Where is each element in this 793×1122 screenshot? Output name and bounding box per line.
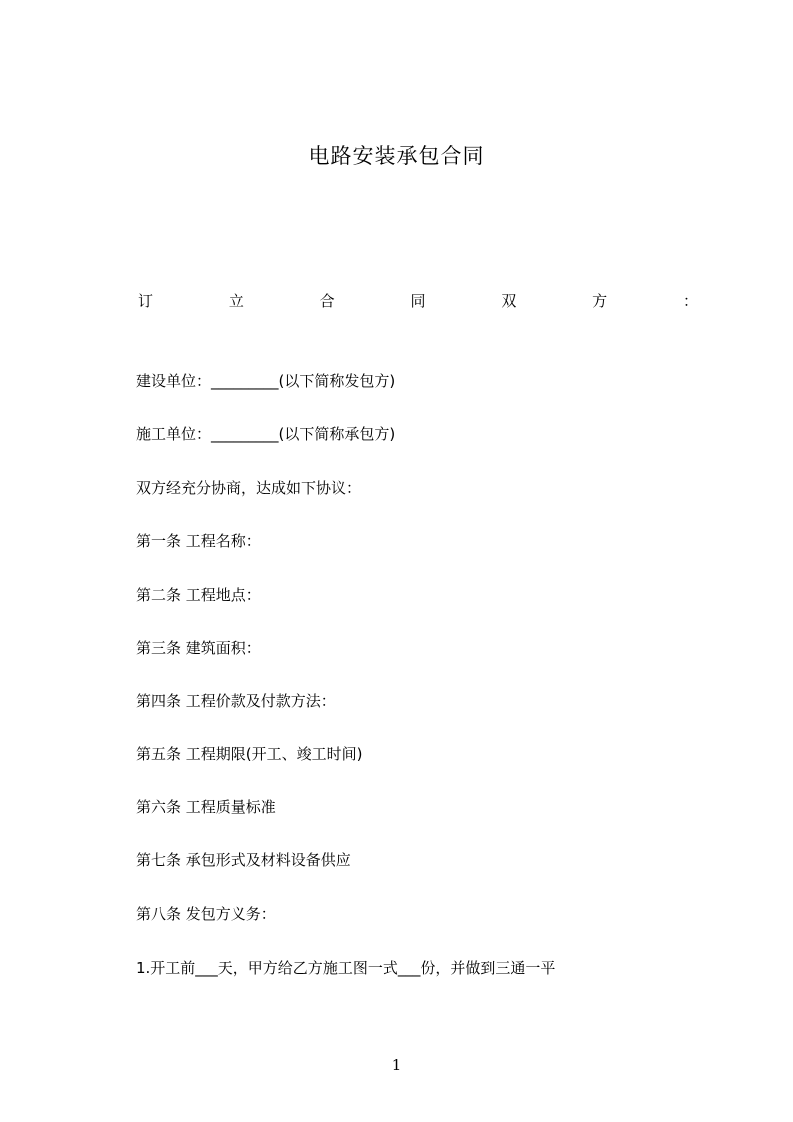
parties-heading [138, 290, 698, 312]
parties-heading-char: 同 [410, 292, 426, 310]
page-number: 1 [391, 1056, 402, 1074]
parties-heading-char: 方 [592, 292, 608, 310]
parties-heading-char: 立 [228, 292, 244, 310]
parties-heading-char: 合 [319, 292, 335, 310]
document-title: 电路安装承包合同 [308, 144, 485, 168]
article-8: 第八条 发包方义务： [136, 905, 276, 923]
parties-heading-char: 双 [501, 292, 517, 310]
article-2: 第二条 工程地点： [136, 586, 261, 604]
agreement-intro: 双方经充分协商，达成如下协议： [136, 479, 362, 497]
parties-heading-char: 订 [138, 292, 154, 310]
article-5: 第五条 工程期限(开工、竣工时间) [136, 745, 363, 763]
parties-heading-char: ： [682, 292, 698, 310]
article-1: 第一条 工程名称： [136, 532, 261, 550]
article-4: 第四条 工程价款及付款方法： [136, 692, 336, 710]
article-6: 第六条 工程质量标准 [136, 798, 276, 816]
article-3: 第三条 建筑面积： [136, 639, 261, 657]
clause-8-1: 1.开工前___天，甲方给乙方施工图一式___份，并做到三通一平 [136, 959, 556, 977]
contractor-line: 施工单位：_________(以下简称承包方) [136, 425, 396, 443]
employer-line: 建设单位：_________(以下简称发包方) [136, 372, 396, 390]
article-7: 第七条 承包形式及材料设备供应 [136, 851, 351, 869]
